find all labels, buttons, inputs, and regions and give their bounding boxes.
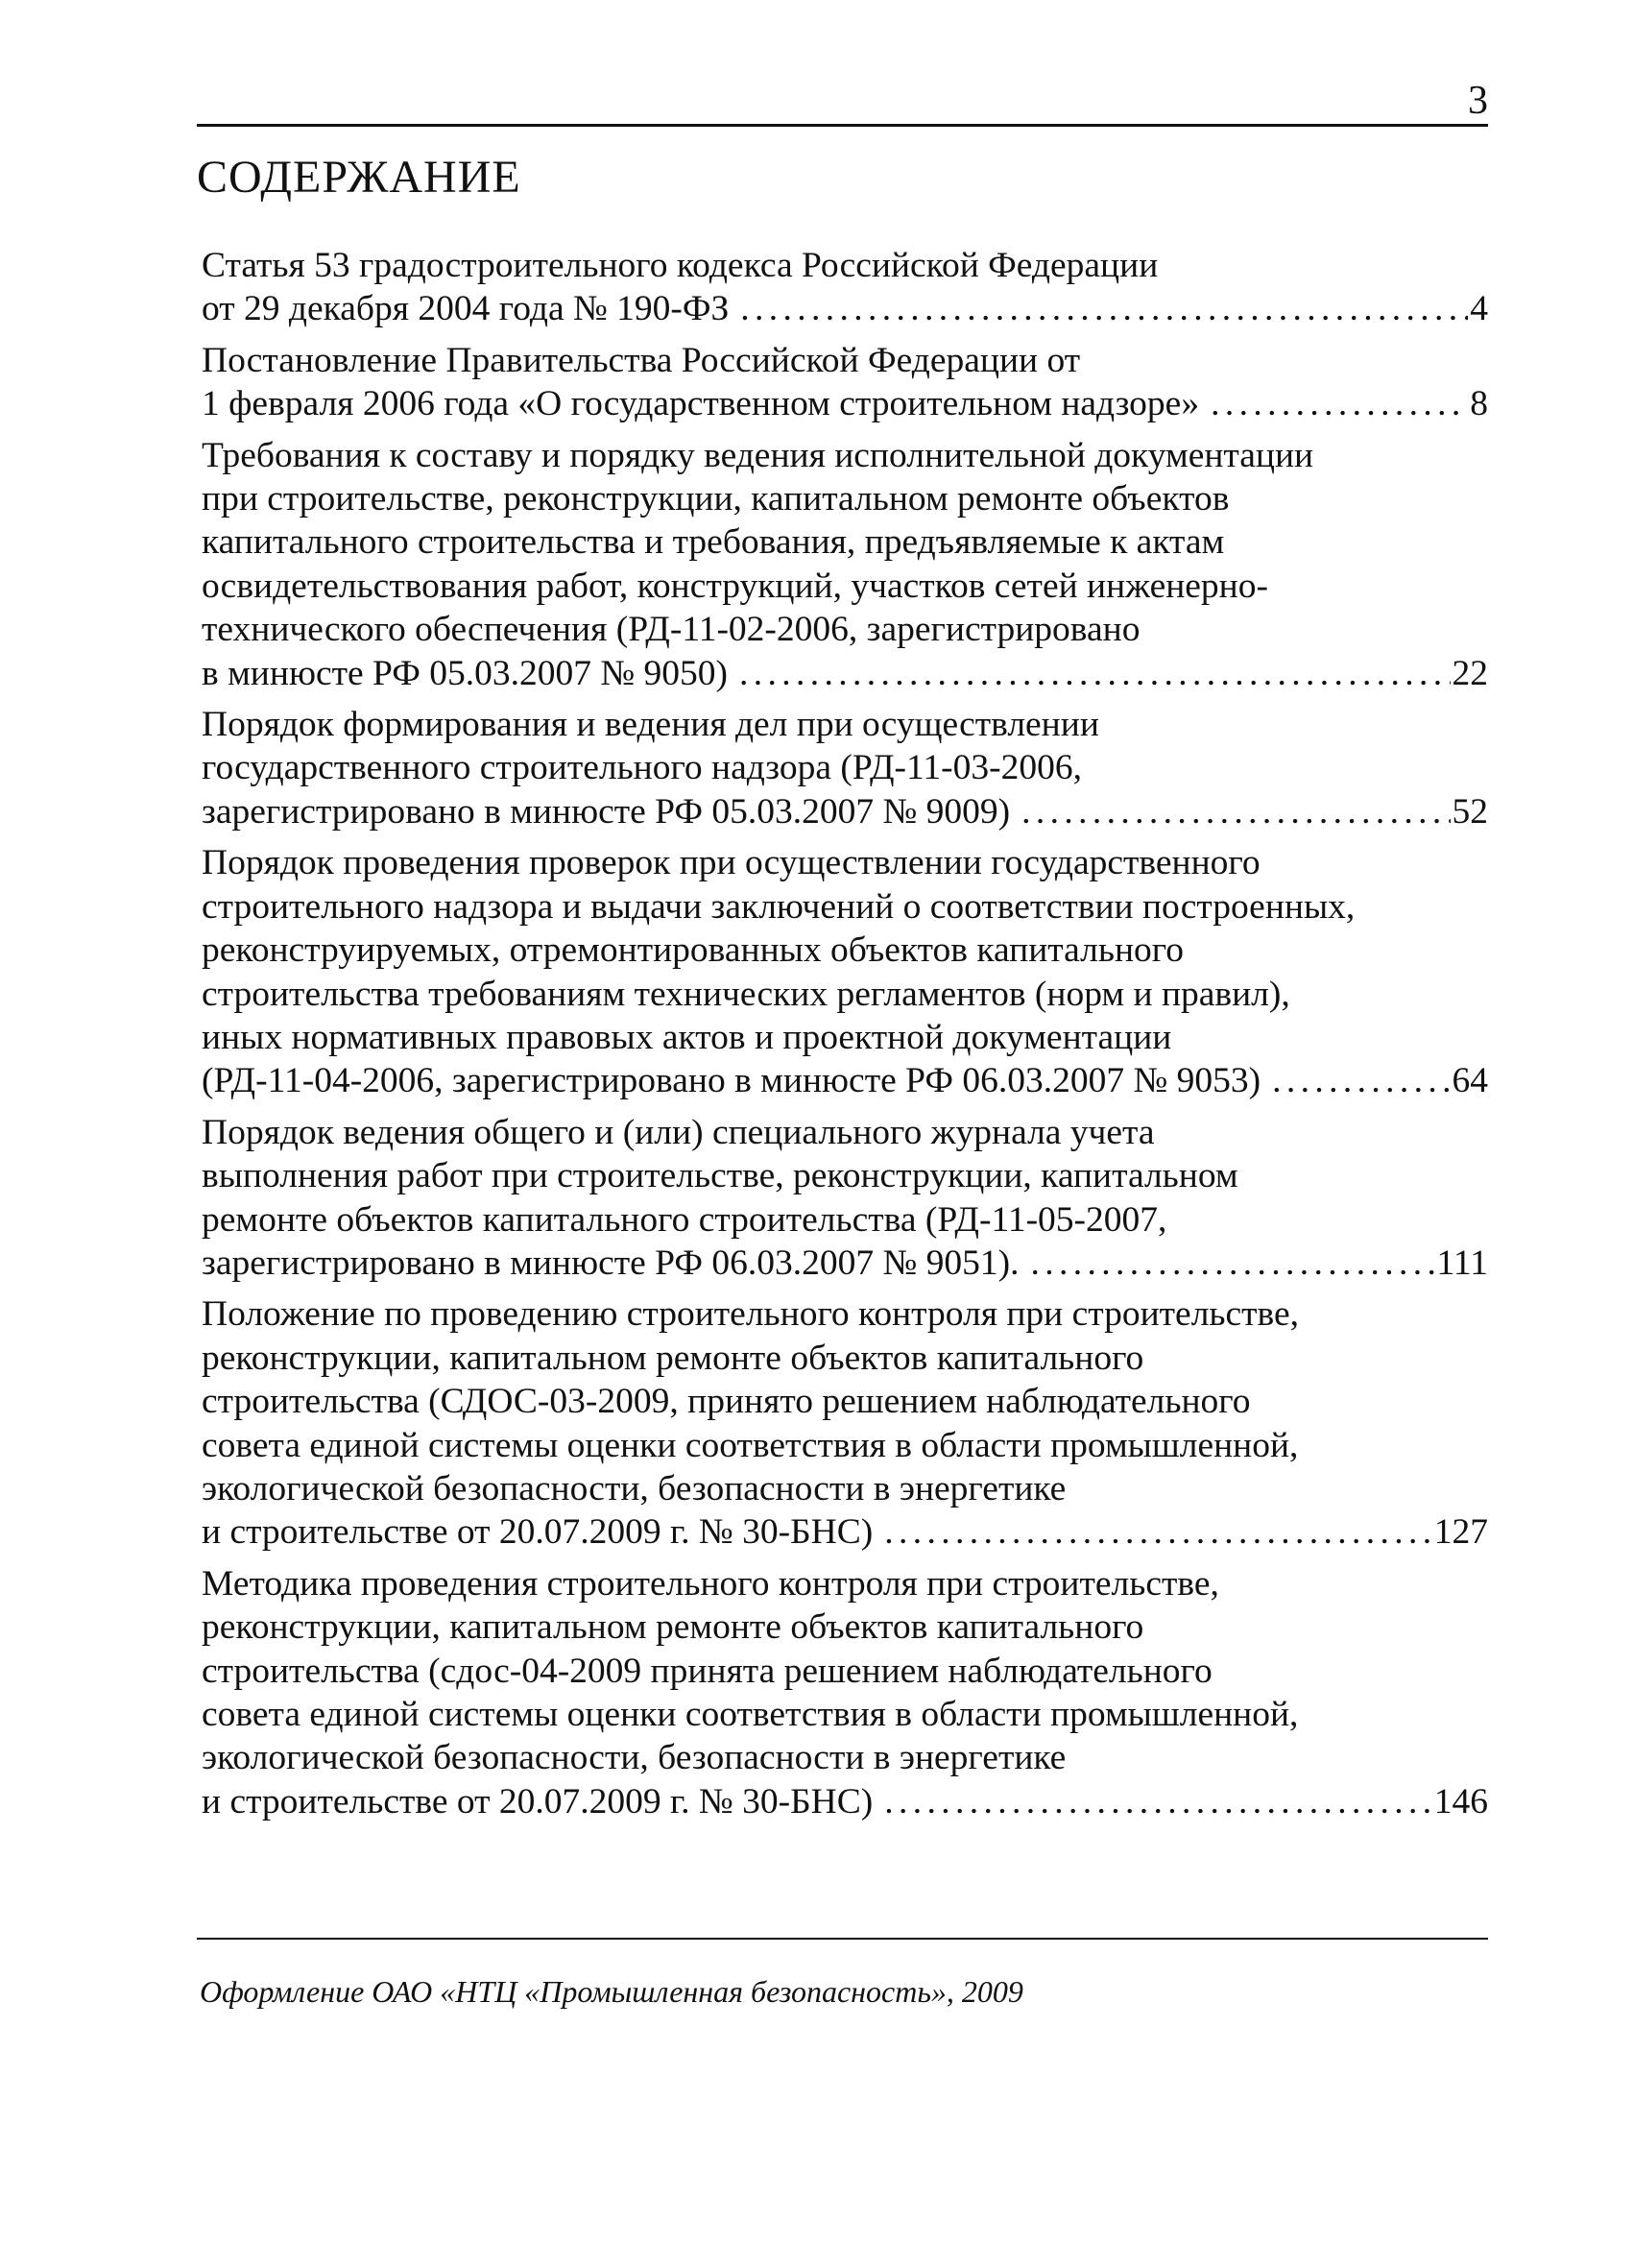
- toc-entry-line: зарегистрировано в минюсте РФ 06.03.2007 № 9051).: [202, 1243, 1020, 1283]
- toc-entry: [202, 1111, 1488, 1286]
- toc-entry-line: совета единой системы оценки соответствия в области промышленной,: [202, 1695, 1299, 1734]
- toc-page-number: 4: [1470, 289, 1488, 329]
- toc-entry-line: и строительстве от 20.07.2009 г. № 30-БНС): [202, 1781, 874, 1822]
- toc-entry: [202, 841, 1488, 1102]
- toc-page-number: 8: [1470, 384, 1488, 424]
- dot-leader: [739, 652, 1451, 695]
- dot-leader: [1211, 382, 1468, 425]
- toc-entry-line: и строительстве от 20.07.2009 г. № 30-БНС): [202, 1512, 874, 1553]
- toc-entry: [202, 434, 1488, 695]
- toc-page-number: 146: [1433, 1781, 1488, 1822]
- toc-entry-line: строительного надзора и выдачи заключений о соответствии построенных,: [202, 886, 1356, 927]
- toc-entry-line: совета единой системы оценки соответствия в области промышленной,: [202, 1425, 1299, 1465]
- toc-entry-line: строительства (сдос-04-2009 принята решением наблюдательного: [202, 1651, 1213, 1691]
- toc-entry-last-line: [202, 1059, 1488, 1102]
- toc-entry: [202, 1562, 1488, 1823]
- toc-page-number: 111: [1436, 1243, 1488, 1283]
- toc-entry-line: освидетельствования работ, конструкций, участков сетей инженерно-: [202, 566, 1268, 606]
- toc-entry-line: иных нормативных правовых актов и проектной документации: [202, 1017, 1172, 1057]
- table-of-contents: [202, 244, 1488, 1831]
- header-rule: [197, 124, 1488, 127]
- toc-entry-line: от 29 декабря 2004 года № 190-ФЗ: [202, 289, 730, 329]
- toc-entry-last-line: [202, 1242, 1488, 1285]
- toc-entry-line: 1 февраля 2006 года «О государственном строительном надзоре»: [202, 384, 1200, 424]
- toc-entry-line: зарегистрировано в минюсте РФ 05.03.2007 № 9009): [202, 791, 1011, 832]
- toc-page-number: 127: [1433, 1512, 1488, 1553]
- toc-entry-line: (РД-11-04-2006, зарегистрировано в минюсте РФ 06.03.2007 № 9053): [202, 1061, 1261, 1101]
- page-number: 3: [1468, 79, 1488, 123]
- dot-leader: [1272, 1059, 1450, 1102]
- toc-entry: [202, 1292, 1488, 1554]
- toc-entry-line: Порядок ведения общего и (или) специального журнала учета: [202, 1112, 1155, 1152]
- dot-leader: [1021, 790, 1450, 833]
- toc-entry-line: строительства требованиям технических регламентов (норм и правил),: [202, 974, 1290, 1014]
- dot-leader: [1031, 1242, 1435, 1285]
- toc-page-number: 64: [1452, 1061, 1488, 1101]
- toc-entry-line: Требования к составу и порядку ведения исполнительной документации: [202, 435, 1314, 475]
- toc-entry-last-line: [202, 652, 1488, 695]
- toc-entry-line: строительства (СДОС-03-2009, принято решением наблюдательного: [202, 1382, 1251, 1422]
- toc-entry-line: ремонте объектов капитального строительства (РД-11-05-2007,: [202, 1199, 1167, 1240]
- toc-entry-last-line: [202, 382, 1488, 425]
- toc-entry: [202, 339, 1488, 426]
- toc-entry-line: Порядок формирования и ведения дел при осуществлении: [202, 705, 1099, 745]
- toc-entry-line: технического обеспечения (РД-11-02-2006, зарегистрировано: [202, 610, 1141, 650]
- page-title: СОДЕРЖАНИЕ: [197, 152, 521, 203]
- toc-entry-line: реконструкции, капитальном ремонте объектов капитального: [202, 1607, 1144, 1648]
- toc-entry: [202, 244, 1488, 331]
- toc-entry-last-line: [202, 1780, 1488, 1823]
- toc-entry-line: реконструируемых, отремонтированных объектов капитального: [202, 930, 1184, 971]
- toc-entry-line: в минюсте РФ 05.03.2007 № 9050): [202, 653, 728, 693]
- toc-entry-line: Порядок проведения проверок при осуществлении государственного: [202, 843, 1261, 883]
- publisher-footer: Оформление ОАО «НТЦ «Промышленная безопасность», 2009: [200, 1974, 1023, 2009]
- toc-entry-line: экологической безопасности, безопасности в энергетике: [202, 1468, 1067, 1508]
- toc-page-number: 52: [1452, 791, 1488, 832]
- toc-entry-line: реконструкции, капитальном ремонте объектов капитального: [202, 1338, 1144, 1378]
- toc-entry-line: выполнения работ при строительстве, реконструкции, капитальном: [202, 1156, 1238, 1196]
- toc-entry-line: экологической безопасности, безопасности в энергетике: [202, 1738, 1067, 1778]
- toc-page-number: 22: [1452, 653, 1488, 693]
- toc-entry-line: при строительстве, реконструкции, капитальном ремонте объектов: [202, 479, 1230, 519]
- toc-entry-line: Статья 53 градостроительного кодекса Российской Федерации: [202, 246, 1159, 285]
- toc-entry: [202, 703, 1488, 833]
- dot-leader: [884, 1510, 1432, 1554]
- footer-rule: [197, 1938, 1488, 1940]
- toc-entry-last-line: [202, 1510, 1488, 1554]
- toc-entry-line: Методика проведения строительного контроля при строительстве,: [202, 1563, 1219, 1604]
- toc-entry-line: капитального строительства и требования, предъявляемые к актам: [202, 522, 1225, 563]
- toc-entry-last-line: [202, 790, 1488, 833]
- toc-entry-last-line: [202, 287, 1488, 330]
- dot-leader: [884, 1780, 1432, 1823]
- toc-entry-line: Положение по проведению строительного контроля при строительстве,: [202, 1294, 1300, 1335]
- dot-leader: [740, 287, 1468, 330]
- toc-entry-line: Постановление Правительства Российской Федерации от: [202, 340, 1081, 380]
- toc-entry-line: государственного строительного надзора (РД-11-03-2006,: [202, 748, 1082, 788]
